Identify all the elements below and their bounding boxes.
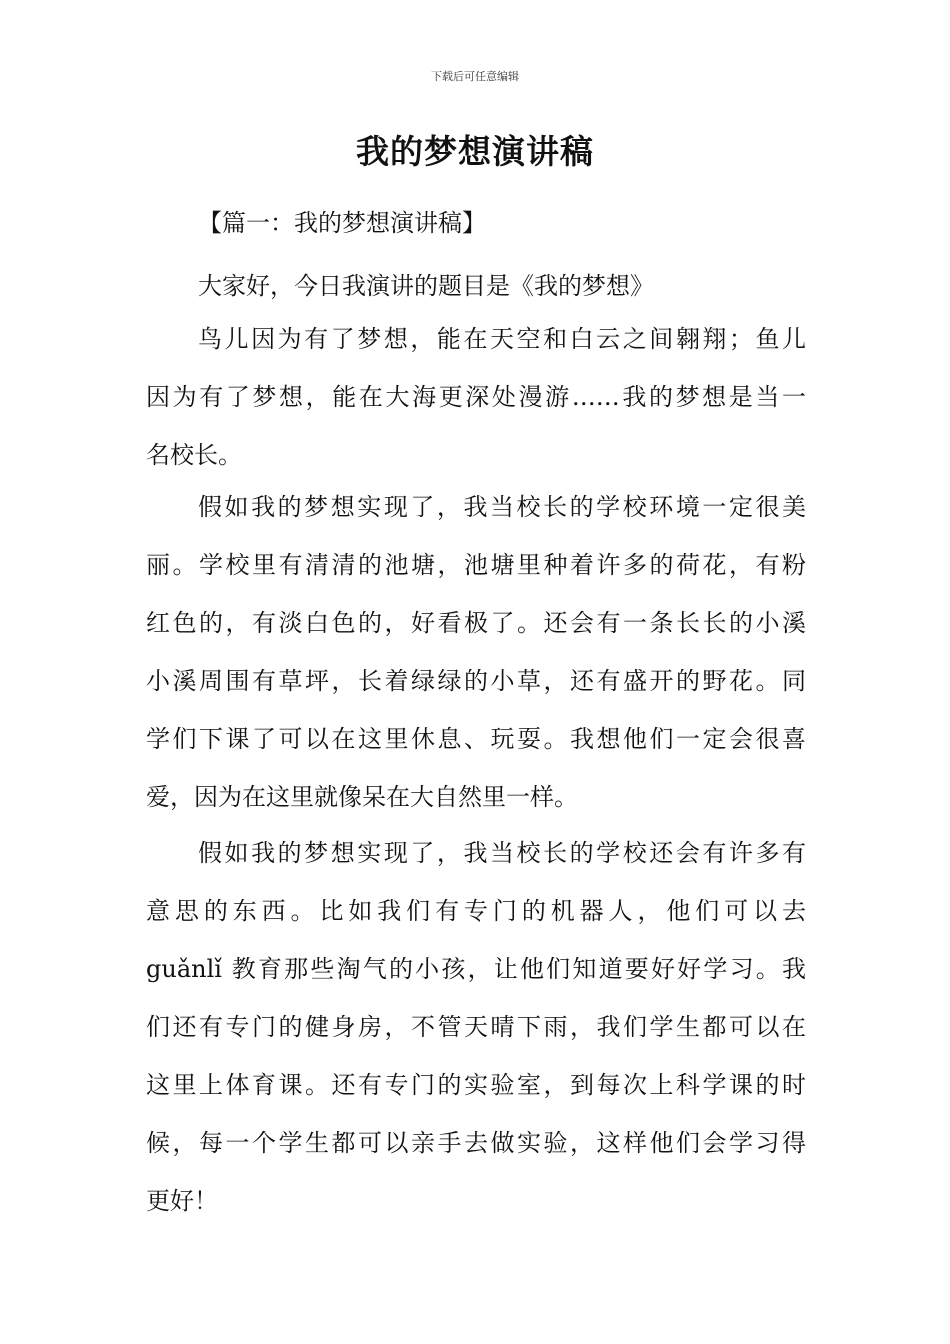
paragraph-line: 假如我的梦想实现了，我当校长的学校还会有许多有 [198,839,806,867]
paragraph-line: guǎnlǐ 教育那些淘气的小孩，让他们知道要好好学习。我 [146,955,806,983]
section-heading: 【篇一：我的梦想演讲稿】 [198,209,486,237]
paragraph-line: 大家好，今日我演讲的题目是《我的梦想》 [198,272,654,300]
paragraph-line: 丽。学校里有清清的池塘，池塘里种着许多的荷花，有粉 [146,551,806,579]
paragraph-line: 这里上体育课。还有专门的实验室，到每次上科学课的时 [146,1071,806,1099]
paragraph-line: 假如我的梦想实现了，我当校长的学校环境一定很美 [198,493,806,521]
paragraph-line: 名校长。 [146,441,242,469]
paragraph-line: 因为有了梦想，能在大海更深处漫游……我的梦想是当一 [146,383,806,411]
paragraph-line: 候，每一个学生都可以亲手去做实验，这样他们会学习得 [146,1129,806,1157]
paragraph-line: 鸟儿因为有了梦想，能在天空和白云之间翱翔；鱼儿 [198,325,806,353]
paragraph-line: 爱，因为在这里就像呆在大自然里一样。 [146,783,578,811]
paragraph-line: 意思的东西。比如我们有专门的机器人，他们可以去 [146,897,806,925]
paragraph-line: 们还有专门的健身房，不管天晴下雨，我们学生都可以在 [146,1013,806,1041]
page-header-note: 下载后可任意编辑 [431,70,519,83]
paragraph-line: 小溪周围有草坪，长着绿绿的小草，还有盛开的野花。同 [146,667,806,695]
paragraph-2 [146,478,806,826]
paragraph-line: 学们下课了可以在这里休息、玩耍。我想他们一定会很喜 [146,725,806,753]
paragraph-line: 更好！ [146,1187,218,1215]
document-title: 我的梦想演讲稿 [356,132,594,171]
paragraph-line: 红色的，有淡白色的，好看极了。还会有一条长长的小溪 [146,609,806,637]
paragraph-1 [146,310,806,484]
paragraph-3 [146,824,806,1230]
greeting-paragraph [146,257,806,315]
